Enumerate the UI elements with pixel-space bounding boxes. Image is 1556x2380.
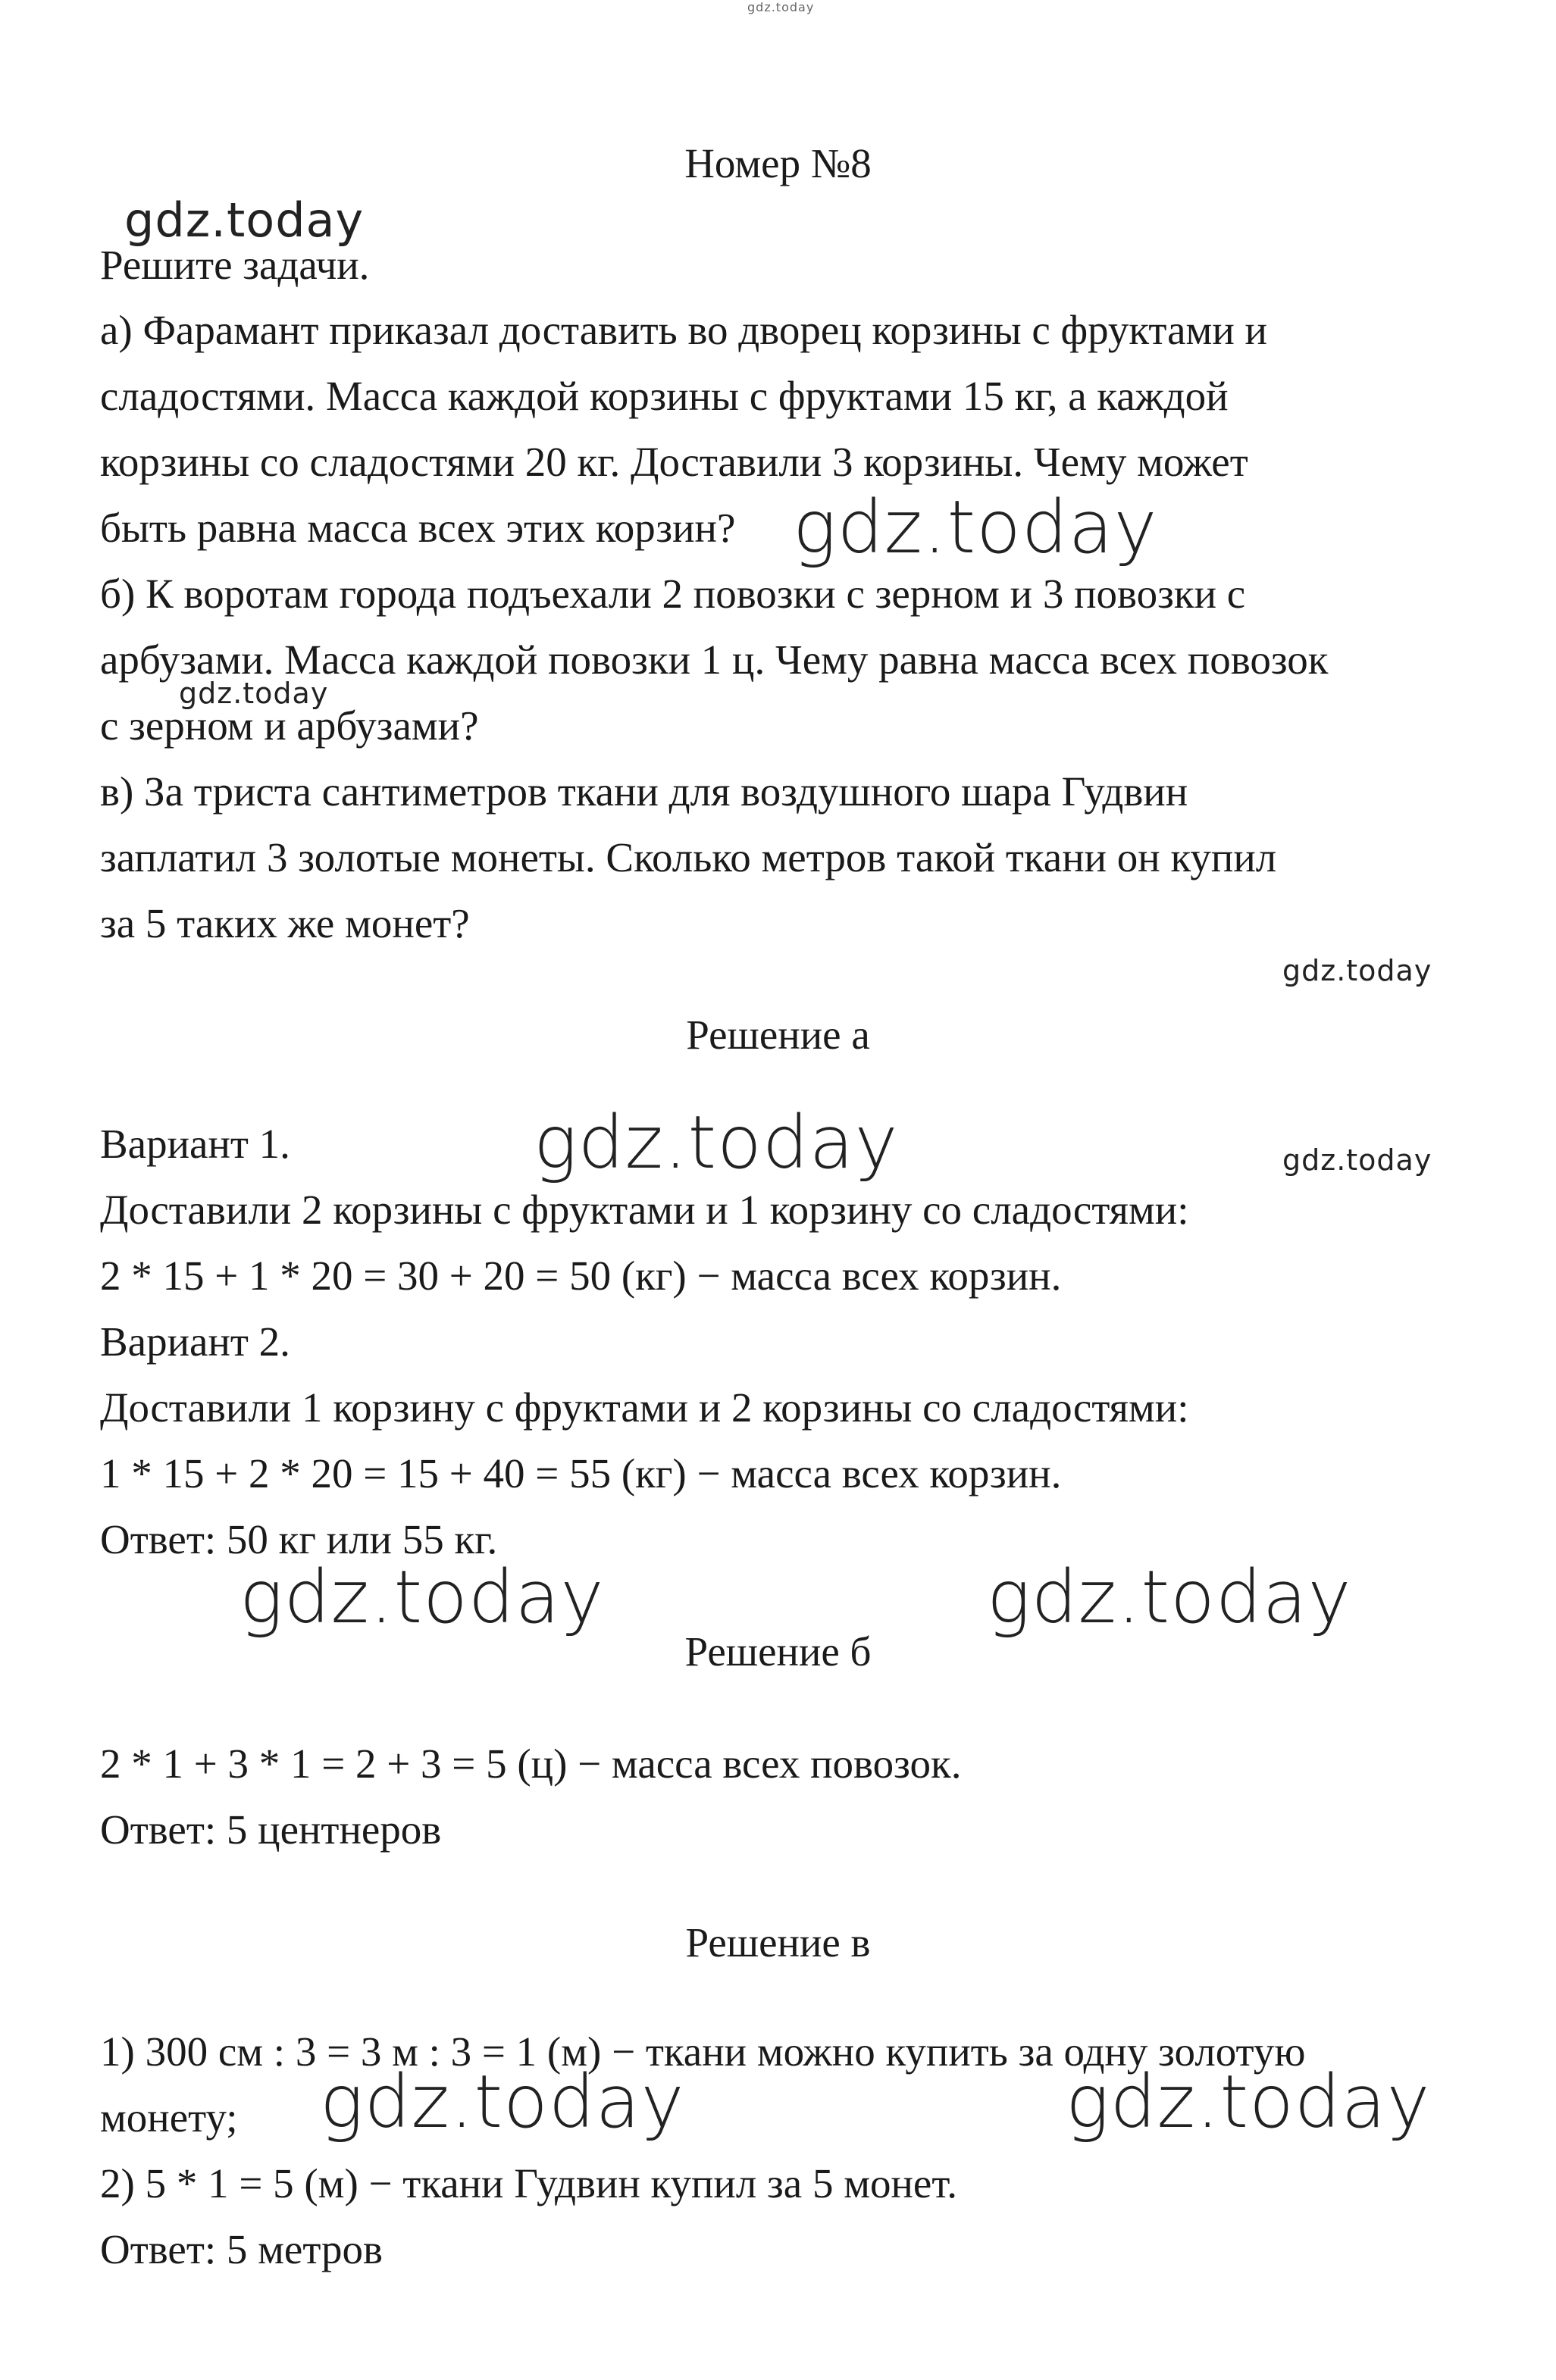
task-c-line: в) За триста сантиметров ткани для воздушного шара Гудвин — [100, 768, 1188, 815]
solution-a-line: 1 * 15 + 2 * 20 = 15 + 40 = 55 (кг) − масса всех корзин. — [100, 1450, 1062, 1496]
task-b-line: б) К воротам города подъехали 2 повозки с зерном и 3 повозки с — [100, 571, 1246, 617]
solution-c-heading: Решение в — [685, 1919, 871, 1966]
solution-a-answer: Ответ: 50 кг или 55 кг. — [100, 1516, 498, 1562]
page-title: Номер №8 — [684, 140, 872, 186]
solution-c-line: 2) 5 * 1 = 5 (м) − ткани Гудвин купил за 5 монет. — [100, 2160, 957, 2206]
task-c-line: заплатил 3 золотые монеты. Сколько метров такой ткани он купил — [100, 834, 1277, 880]
solution-b-answer: Ответ: 5 центнеров — [100, 1806, 442, 1853]
watermark: gdz.today — [320, 2059, 685, 2144]
solution-b-line: 2 * 1 + 3 * 1 = 2 + 3 = 5 (ц) − масса всех повозок. — [100, 1740, 962, 1787]
task-a-line: корзины со сладостями 20 кг. Доставили 3 корзины. Чему может — [100, 439, 1248, 485]
watermark: gdz.today — [124, 192, 365, 248]
watermark: gdz.today — [534, 1100, 899, 1185]
watermark: gdz.today — [179, 677, 329, 710]
solution-a-line: Доставили 1 корзину с фруктами и 2 корзины со сладостями: — [100, 1384, 1189, 1431]
solution-a-line: Доставили 2 корзины с фруктами и 1 корзину со сладостями: — [100, 1187, 1189, 1233]
watermark: gdz.today — [1066, 2059, 1431, 2144]
watermark: gdz.today — [747, 0, 815, 14]
solution-a-line: Вариант 2. — [100, 1318, 290, 1365]
solution-c-line: 1) 300 см : 3 = 3 м : 3 = 1 (м) − ткани можно купить за одну золотую — [100, 2028, 1306, 2075]
task-b-line: арбузами. Масса каждой повозки 1 ц. Чему равна масса всех повозок — [100, 636, 1329, 683]
task-c-line: за 5 таких же монет? — [100, 900, 470, 946]
watermark: gdz.today — [1282, 1143, 1432, 1177]
watermark: gdz.today — [793, 485, 1158, 570]
watermark: gdz.today — [1282, 954, 1432, 987]
task-a-line: быть равна масса всех этих корзин? — [100, 505, 736, 551]
solution-a-line: 2 * 15 + 1 * 20 = 30 + 20 = 50 (кг) − масса всех корзин. — [100, 1253, 1062, 1299]
task-a-line: а) Фарамант приказал доставить во дворец корзины с фруктами и — [100, 307, 1267, 353]
task-a-line: сладостями. Масса каждой корзины с фруктами 15 кг, а каждой — [100, 373, 1229, 419]
watermark: gdz.today — [987, 1555, 1352, 1640]
task-b-line: с зерном и арбузами? — [100, 702, 479, 749]
solution-b-heading: Решение б — [684, 1628, 872, 1675]
solution-c-answer: Ответ: 5 метров — [100, 2226, 384, 2272]
solution-a-line: Вариант 1. — [100, 1121, 290, 1167]
solution-a-heading: Решение а — [686, 1012, 870, 1058]
task-intro: Решите задачи. — [100, 242, 370, 288]
watermark: gdz.today — [240, 1555, 605, 1640]
solution-c-line: монету; — [100, 2094, 238, 2141]
